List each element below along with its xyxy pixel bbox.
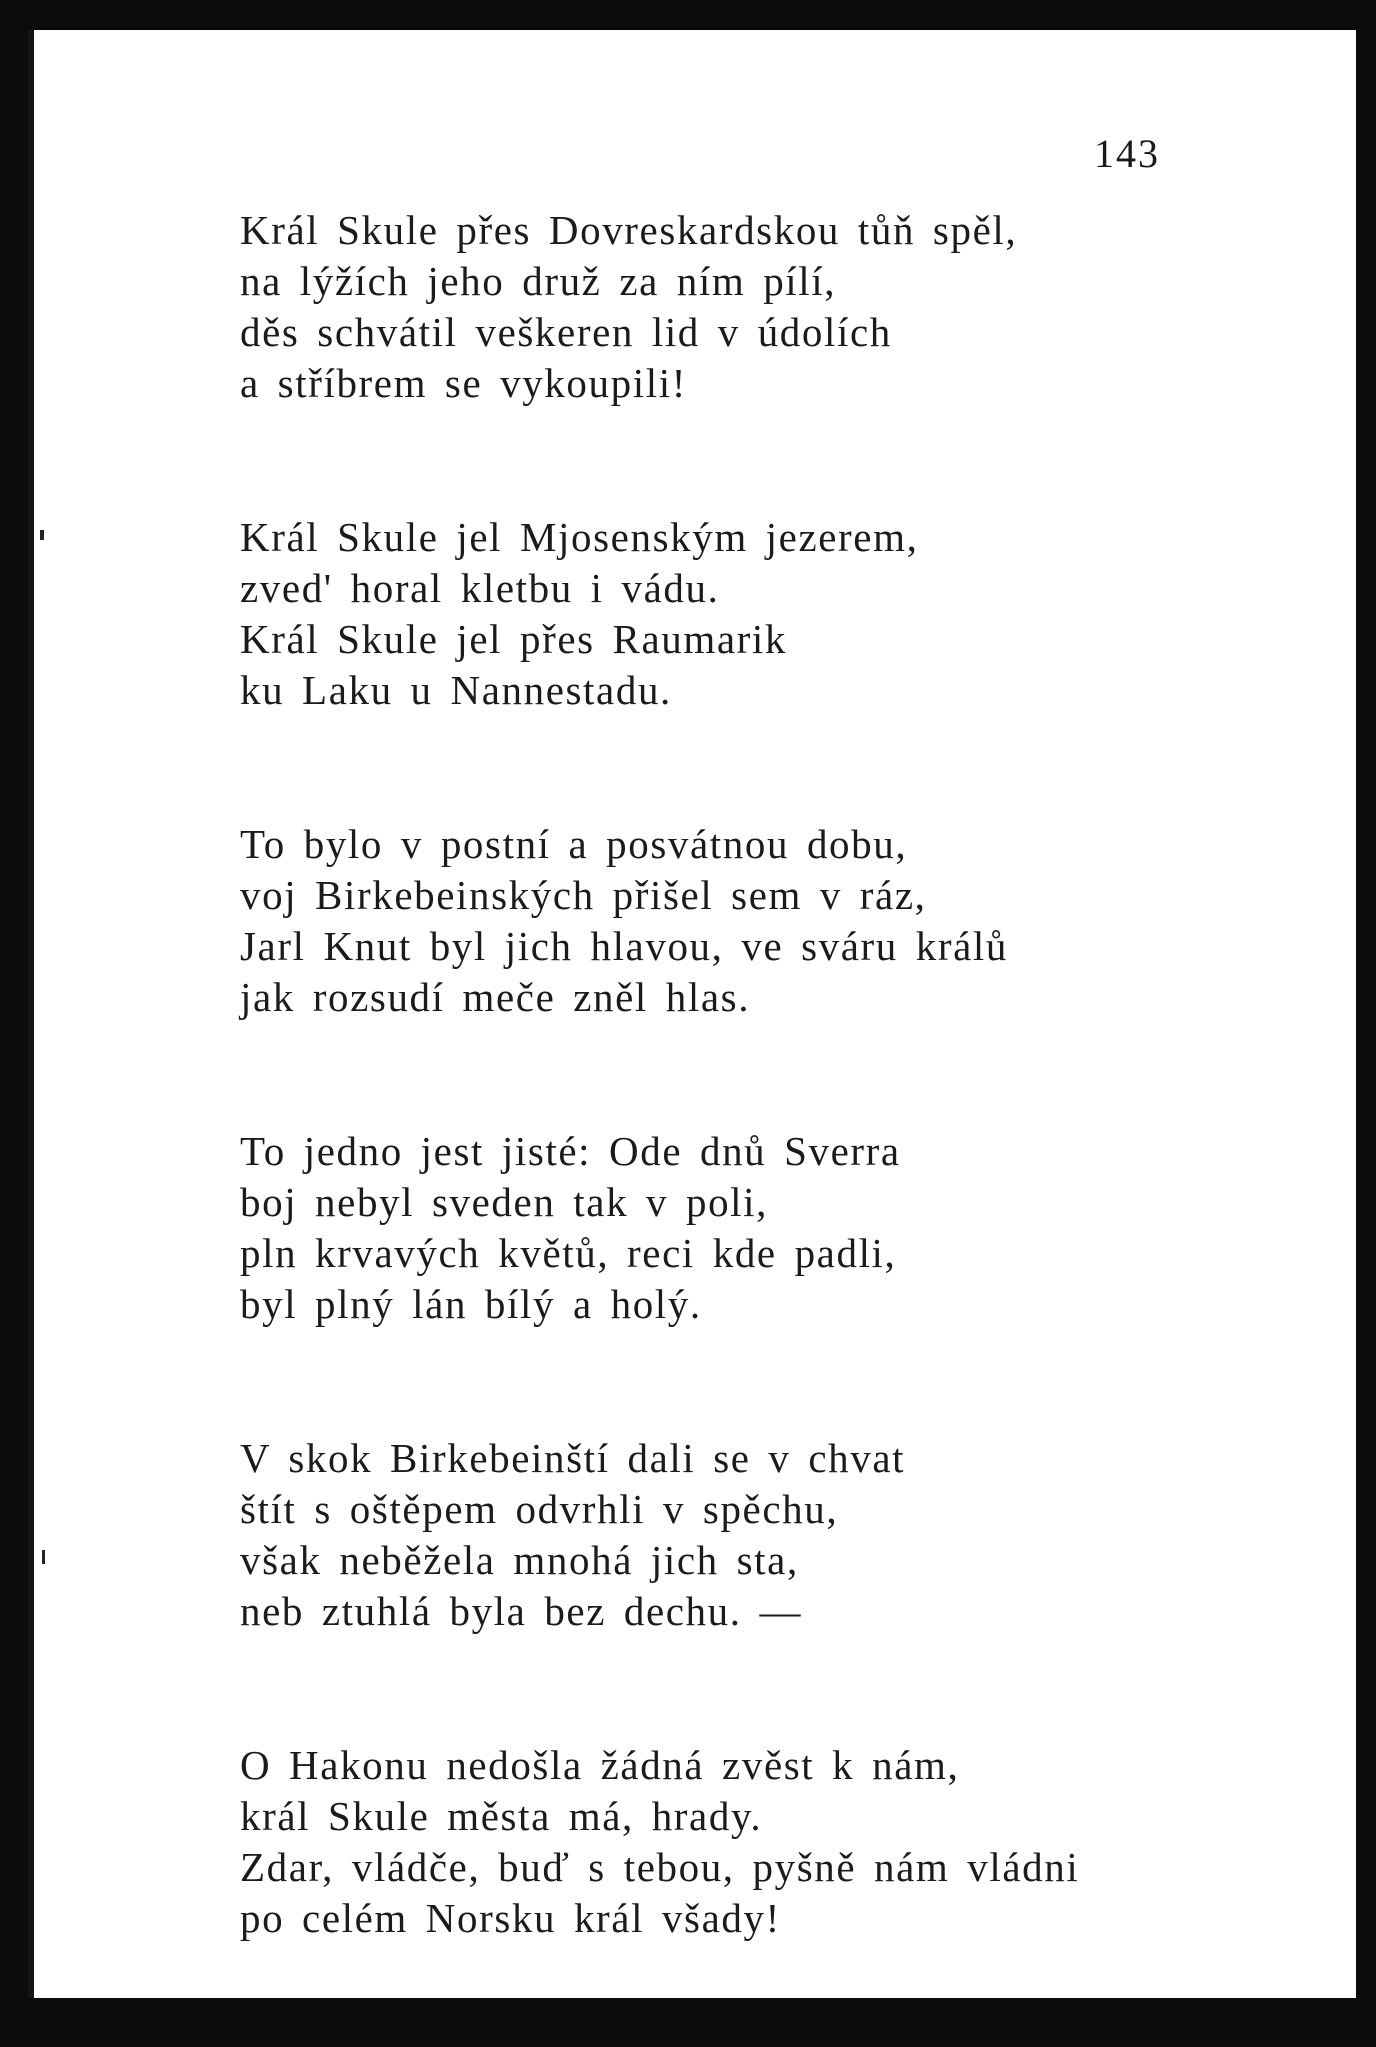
book-page — [28, 30, 1356, 1998]
poem-line: V skok Birkebeinští dali se v chvat — [240, 1435, 906, 1481]
scan-artifact — [40, 530, 44, 540]
poem-line: neb ztuhlá byla bez dechu. — — [240, 1588, 803, 1634]
poem-line: jak rozsudí meče zněl hlas. — [240, 974, 751, 1020]
poem-line: Král Skule jel Mjosenským jezerem, — [240, 514, 919, 560]
poem-line: Zdar, vládče, buď s tebou, pyšně nám vládni — [240, 1844, 1080, 1890]
poem-line: zved' horal kletbu i vádu. — [240, 565, 720, 611]
poem-line: pln krvavých květů, reci kde padli, — [240, 1230, 897, 1276]
poem-line: štít s oštěpem odvrhli v spěchu, — [240, 1486, 839, 1532]
poem-line: Král Skule přes Dovreskardskou tůň spěl, — [240, 207, 1018, 253]
poem-line: po celém Norsku král všady! — [240, 1895, 781, 1941]
stanza-6 — [240, 1740, 1340, 1944]
stanza-5 — [240, 1433, 1340, 1637]
poem-line: boj nebyl sveden tak v poli, — [240, 1179, 769, 1225]
poem-line: byl plný lán bílý a holý. — [240, 1281, 702, 1327]
poem-line: však neběžela mnohá jich sta, — [240, 1537, 799, 1583]
stanza-1 — [240, 205, 1340, 409]
scan-artifact — [42, 1550, 45, 1564]
poem — [240, 205, 1340, 2047]
poem-line: To bylo v postní a posvátnou dobu, — [240, 821, 908, 867]
stanza-2 — [240, 512, 1340, 716]
stanza-3 — [240, 819, 1340, 1023]
page-number: 143 — [1094, 131, 1160, 176]
poem-line: Jarl Knut byl jich hlavou, ve sváru králů — [240, 923, 1009, 969]
poem-line: a stříbrem se vykoupili! — [240, 360, 687, 406]
poem-line: na lýžích jeho druž za ním pílí, — [240, 258, 837, 304]
poem-line: voj Birkebeinských přišel sem v ráz, — [240, 872, 927, 918]
poem-line: děs schvátil veškeren lid v údolích — [240, 309, 892, 355]
poem-line: Král Skule jel přes Raumarik — [240, 616, 788, 662]
poem-line: ku Laku u Nannestadu. — [240, 667, 672, 713]
poem-line: O Hakonu nedošla žádná zvěst k nám, — [240, 1742, 960, 1788]
poem-line: král Skule města má, hrady. — [240, 1793, 763, 1839]
poem-line: To jedno jest jisté: Ode dnů Sverra — [240, 1128, 901, 1174]
stanza-4 — [240, 1126, 1340, 1330]
